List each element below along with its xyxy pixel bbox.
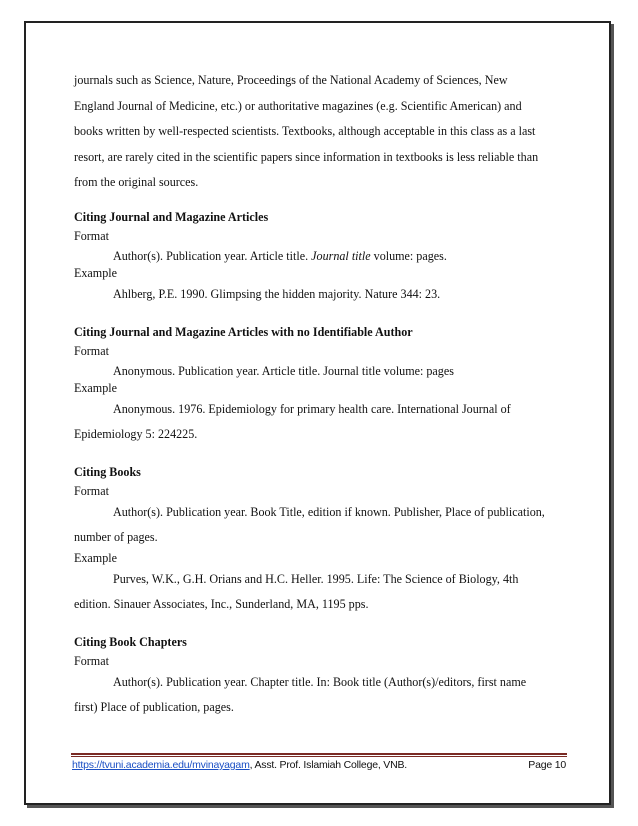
format-label: Format [74,483,109,498]
section-no-author [74,321,574,447]
example-label: Example [74,550,117,565]
section-journal-articles [74,206,574,307]
format-line: Anonymous. Publication year. Article title. Journal title volume: pages [113,363,454,378]
intro-line: journals such as Science, Nature, Proceedings of the National Academy of Sciences, New [74,73,508,87]
footer-rule [71,756,567,757]
intro-line: from the original sources. [74,175,199,190]
format-line: Author(s). Publication year. Book Title, edition if known. Publisher, Place of publication, [113,504,545,519]
format-label: Format [74,343,109,358]
example-line: Anonymous. 1976. Epidemiology for primary health care. International Journal of [113,401,511,416]
example-line: edition. Sinauer Associates, Inc., Sunderland, MA, 1195 pps. [74,596,369,611]
format-text: Author(s). Publication year. Article title. [113,248,312,263]
intro-line: England Journal of Medicine, etc.) or authoritative magazines (e.g. Scientific American) and [74,98,522,113]
footer-rule [71,753,567,755]
example-label: Example [74,265,117,280]
page-footer [72,759,566,771]
section-heading: Citing Journal and Magazine Articles with no Identifiable Author [74,324,413,339]
academia-link[interactable]: https://tvuni.academia.edu/mvinayagam [72,759,250,771]
intro-line: books written by well-respected scientists. Textbooks, although acceptable in this class as a last [74,124,536,139]
format-label: Format [74,228,109,243]
format-text: volume: pages. [370,248,447,263]
intro-paragraph [74,68,574,196]
section-heading: Citing Book Chapters [74,634,187,649]
format-line [74,245,574,265]
example-line: Epidemiology 5: 224225. [74,426,198,441]
example-line: Purves, W.K., G.H. Orians and H.C. Heller. 1995. Life: The Science of Biology, 4th [113,571,519,586]
page-number: Page 10 [528,759,566,771]
section-book-chapters [74,631,574,720]
example-label: Example [74,380,117,395]
format-line: Author(s). Publication year. Chapter title. In: Book title (Author(s)/editors, first name [113,674,527,689]
section-heading: Citing Journal and Magazine Articles [74,209,269,224]
example-line: Ahlberg, P.E. 1990. Glimpsing the hidden majority. Nature 344: 23. [113,286,441,301]
document-body [74,68,574,720]
section-books [74,461,574,617]
format-label: Format [74,653,109,668]
format-line: number of pages. [74,529,158,544]
footer-credit [72,759,407,771]
format-line: first) Place of publication, pages. [74,699,234,714]
section-heading: Citing Books [74,464,141,479]
intro-line: resort, are rarely cited in the scientific papers since information in textbooks is less reliable than [74,149,539,164]
footer-author: , Asst. Prof. Islamiah College, VNB. [249,759,407,771]
format-italic-text: Journal title [311,248,371,263]
